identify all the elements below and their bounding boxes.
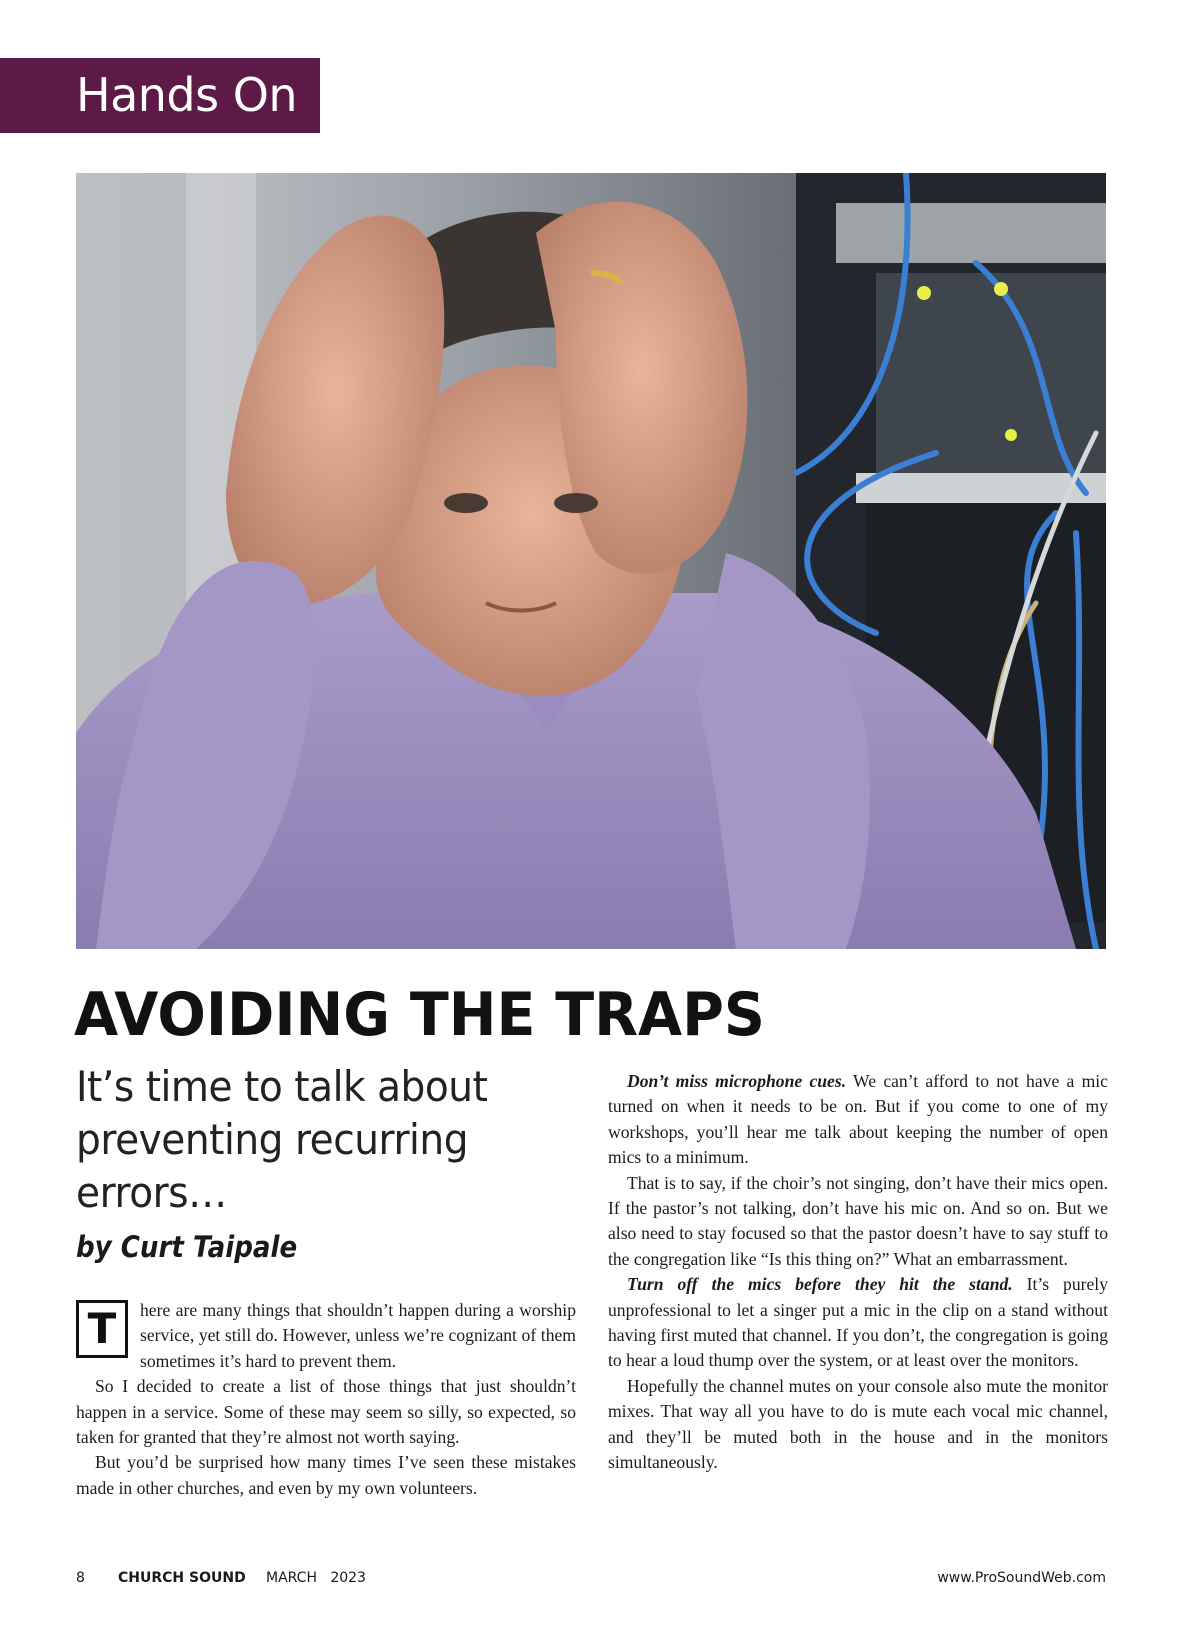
paragraph: So I decided to create a list of those things that just shouldn’t happen in a service. Some of these may seem so silly, so expected, so taken for granted that they’re almost not worth saying. <box>76 1376 576 1448</box>
section-tab: Hands On <box>0 58 320 133</box>
headline: AVOIDING THE TRAPS <box>74 980 765 1050</box>
article-column-left <box>76 1298 576 1501</box>
paragraph <box>76 1298 576 1374</box>
website-link[interactable]: www.ProSoundWeb.com <box>937 1570 1106 1586</box>
paragraph-text: We can’t afford to not have a mic turned on when it needs to be on. But if you come to one of my workshops, you’ll hear me talk about keeping the number of open mics to a minimum. <box>608 1071 1108 1168</box>
paragraph <box>608 1069 1108 1171</box>
page-footer <box>76 1570 1106 1594</box>
paragraph <box>608 1272 1108 1374</box>
paragraph-text: It’s purely unprofessional to let a singer put a mic in the clip on a stand without having first muted that channel. If you don’t, the congregation is going to hear a loud thump over the system, or at least over the monitors. <box>608 1274 1108 1371</box>
issue-date: MARCH 2023 <box>266 1570 366 1586</box>
magazine-name: CHURCH SOUND <box>118 1570 246 1586</box>
paragraph: That is to say, if the choir’s not singing, don’t have their mics open. If the pastor’s not talking, don’t have his mic on. And so on. But we also need to stay focused so that the pastor doesn’t have to say stuff to the congregation like “Is this thing on?” What an embarrassment. <box>608 1172 1108 1269</box>
lead-in: Turn off the mics before they hit the stand. <box>627 1274 1013 1295</box>
paragraph: Hopefully the channel mutes on your console also mute the monitor mixes. That way all you have to do is mute each vocal mic channel, and they’ll be muted both in the house and in the monitors simultaneously. <box>608 1375 1108 1473</box>
drop-cap: T <box>76 1300 128 1358</box>
lead-in: Don’t miss microphone cues. <box>627 1071 847 1091</box>
paragraph-text: here are many things that shouldn’t happen during a worship service, yet still do. However, unless we’re cognizant of them sometimes it’s hard to prevent them. <box>140 1300 576 1371</box>
page-number: 8 <box>76 1570 85 1586</box>
article-column-right <box>608 1069 1108 1476</box>
article-photo <box>76 173 1106 949</box>
deck-subtitle: It’s time to talk about preventing recurring errors… <box>76 1062 488 1217</box>
paragraph: But you’d be surprised how many times I’ve seen these mistakes made in other churches, and even by my own volunteers. <box>76 1452 576 1498</box>
byline: by Curt Taipale <box>76 1230 298 1264</box>
